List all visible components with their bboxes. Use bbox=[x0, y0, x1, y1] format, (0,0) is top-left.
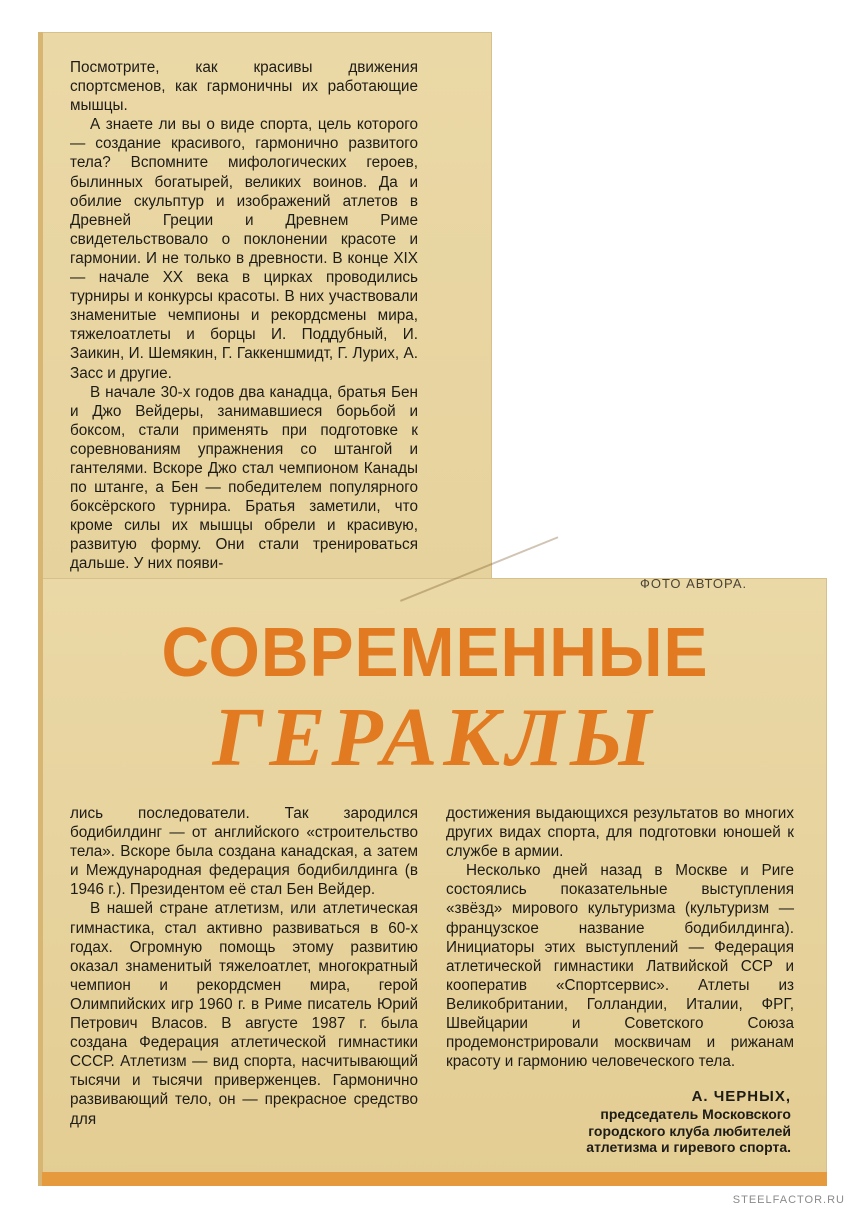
author-signature bbox=[586, 1088, 791, 1156]
paragraph: А знаете ли вы о виде спорта, цель которого — создание красивого, гармонично развитого тела? Вспомните мифологических героев, былинных богатырей, великих воинов. Да и обилие скульптур и изображений атлетов в Древней Греции и Древнем Риме свидетельствовало о поклонении красоте и гармонии. И не только в древности. В конце XIX — начале XX века в цирках проводились турниры и конкурсы красоты. В них участвовали знаменитые чемпионы и рекордсмены мира, тяжелоатлеты и борцы И. Поддубный, И. Заикин, И. Шемякин, Г. Гаккеншмидт, Г. Лурих, А. Засс и другие. bbox=[70, 116, 418, 382]
headline-line-1: СОВРЕМЕННЫЕ bbox=[161, 613, 709, 691]
headline-line-2: ГЕРАКЛЫ bbox=[212, 691, 658, 784]
photo-credit: ФОТО АВТОРА. bbox=[640, 576, 748, 591]
orange-print-strip bbox=[42, 1172, 827, 1186]
paragraph: В начале 30-х годов два канадца, братья Бен и Джо Вейдеры, занимавшиеся борьбой и боксом, стали применять при подготовке к соревнованиям упражнения со штангой и гантелями. Вскоре Джо стал чемпионом Канады по штанге, а Бен — победителем популярного боксёрского турнира. Братья заметили, что кроме силы их мышцы обрели и красивую, развитую форму. Они стали тренироваться дальше. У них появи- bbox=[70, 383, 418, 573]
site-watermark: STEELFACTOR.RU bbox=[732, 1194, 845, 1206]
article-column-bottom-left bbox=[70, 804, 418, 1129]
author-title-line: городского клуба любителей bbox=[588, 1122, 791, 1139]
paragraph: достижения выдающихся результатов во многих других видах спорта, для подготовки юношей к службе в армии. bbox=[446, 805, 794, 861]
paragraph: Несколько дней назад в Москве и Риге состоялись показательные выступления «звёзд» мирового культуризма (культуризм — французское название бодибилдинга). Инициаторы этих выступлений — Федерация атлетической гимнастики Латвийской ССР и кооператив «Спортсервис». Атлеты из Великобритании, Голландии, Италии, ФРГ, Швейцарии и Советского Союза продемонстрировали москвичам и рижанам красоту и гармонию человеческого тела. bbox=[446, 862, 794, 1071]
paragraph: лись последователи. Так зародился бодибилдинг — от английского «строительство тела». Вскоре была создана канадская, а затем и Международная федерация бодибилдинга (в 1946 г.). Президентом её стал Бен Вейдер. bbox=[70, 805, 418, 899]
paragraph: Посмотрите, как красивы движения спортсменов, как гармоничны их работающие мышцы. bbox=[70, 59, 418, 115]
author-title-line: председатель Московского bbox=[600, 1106, 791, 1122]
paper-edge bbox=[38, 32, 43, 1186]
article-column-top bbox=[70, 58, 418, 574]
paragraph: В нашей стране атлетизм, или атлетическая гимнастика, стал активно развиваться в 60-х годах. Огромную помощь этому развитию оказал знаменитый тяжелоатлет, многократный чемпион и рекордсмен мира, герой Олимпийских игр 1960 г. в Риме писатель Юрий Петрович Власов. В августе 1987 г. была создана Федерация атлетической гимнастики СССР. Атлетизм — вид спорта, насчитывающий тысячи и тысячи приверженцев. Гармонично развивающий тело, он — прекрасное средство для bbox=[70, 900, 418, 1128]
author-title-line: атлетизма и гиревого спорта. bbox=[586, 1139, 791, 1155]
article-column-bottom-right bbox=[446, 804, 794, 1071]
author-name: А. ЧЕРНЫХ, bbox=[691, 1088, 791, 1105]
